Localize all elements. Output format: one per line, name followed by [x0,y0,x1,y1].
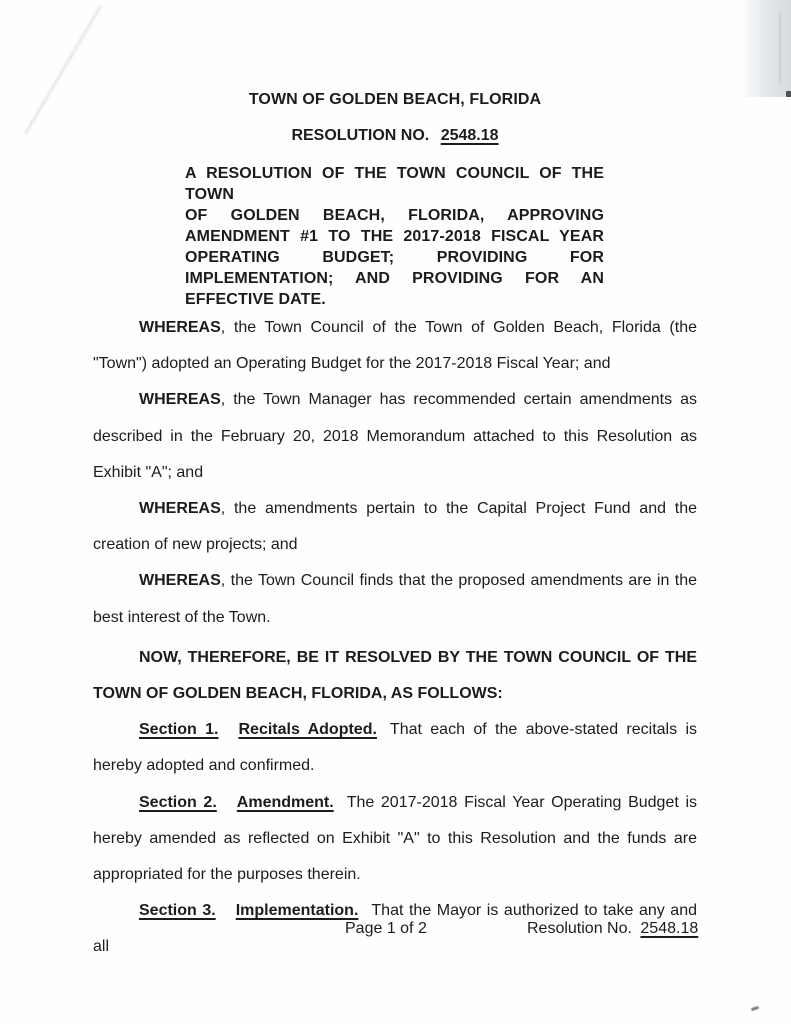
title-line: OPERATING BUDGET; PROVIDING FOR [185,249,604,266]
footer-resolution-value: 2548.18 [640,920,699,937]
resolution-body [93,310,697,966]
whereas-clause-1 [93,310,697,382]
whereas-lead: WHEREAS [139,500,221,518]
resolution-number-label: RESOLUTION NO. [291,127,430,144]
whereas-text: , the Town Council finds that the proposed amendments are in the best interest of the Town. [93,572,697,626]
section-3-text: That the Mayor is authorized to take any and all [93,902,698,956]
whereas-text: , the Town Council of the Town of Golden Beach, Florida (the "Town") adopted an Operating Budget for the 2017-2018 Fiscal Year; and [93,319,697,373]
section-1-text: That each of the above-stated recitals is hereby adopted and confirmed. [93,721,697,775]
scan-artifact-diagonal-crease [24,5,102,135]
section-2 [93,785,697,894]
whereas-lead: WHEREAS [139,319,221,336]
footer-resolution-number [527,920,698,938]
section-1-label: Section 1. [139,721,219,739]
section-1 [93,712,697,784]
scan-artifact-pen-mark [751,1006,760,1011]
whereas-lead: WHEREAS [139,572,221,590]
footer-resolution-label: Resolution No. [527,920,632,937]
title-line: EFFECTIVE DATE. [185,291,326,308]
scan-artifact-corner-shadow [741,0,791,97]
title-line: AMENDMENT #1 TO THE 2017-2018 FISCAL YEAR [185,228,604,245]
resolution-number-value: 2548.18 [440,127,499,144]
section-2-label: Section 2. [139,793,217,811]
document-body [93,0,697,966]
resolution-title-block [185,163,604,310]
document-org-title: TOWN OF GOLDEN BEACH, FLORIDA [248,91,542,108]
whereas-clause-3 [93,491,697,563]
whereas-lead: WHEREAS [139,391,221,409]
section-3-label: Section 3. [139,902,216,920]
resolved-clause: NOW, THEREFORE, BE IT RESOLVED BY THE TOWN COUNCIL OF THE TOWN OF GOLDEN BEACH, FLORIDA, AS FOLLOWS: [93,648,697,703]
whereas-clause-2 [93,382,697,491]
section-3-heading: Implementation. [235,902,359,920]
scan-artifact-edge-tick [786,91,791,97]
section-1-heading: Recitals Adopted. [238,721,377,739]
title-line: IMPLEMENTATION; AND PROVIDING FOR AN [185,270,604,287]
whereas-text: , the amendments pertain to the Capital Project Fund and the creation of new projects; and [93,500,697,554]
section-2-text: The 2017-2018 Fiscal Year Operating Budget is hereby amended as reflected on Exhibit "A" to this Resolution and the funds are appropriated for the purposes therein. [93,793,698,884]
whereas-text: , the Town Manager has recommended certain amendments as described in the February 20, 2018 Memorandum attached to this Resolution as Exhibit "A"; and [93,391,697,481]
section-2-heading: Amendment. [236,793,334,811]
title-line: A RESOLUTION OF THE TOWN COUNCIL OF THE TOWN [185,165,604,203]
scan-artifact-corner-line [779,12,781,84]
resolution-number-line [93,126,697,145]
whereas-clause-4 [93,563,697,635]
footer-page-number: Page 1 of 2 [345,920,427,937]
title-line: OF GOLDEN BEACH, FLORIDA, APPROVING [185,207,604,224]
